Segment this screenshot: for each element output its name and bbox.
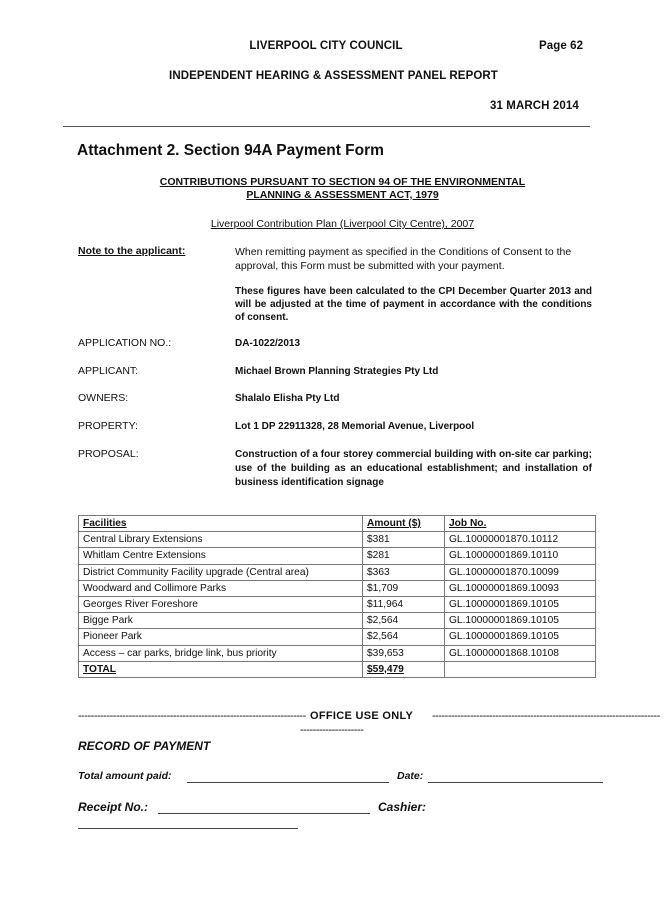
table-row [79,596,596,612]
facility-cell: Central Library Extensions [79,532,363,548]
note-bold-text: These figures have been calculated to the CPI December Quarter 2013 and will be adjusted at the time of payment in accordance with the conditions of consent. [235,286,592,323]
facility-cell: Whitlam Centre Extensions [79,548,363,564]
amount-cell: $1,709 [363,580,445,596]
record-of-payment-title: RECORD OF PAYMENT [78,739,211,753]
proposal-label: PROPOSAL: [78,448,139,460]
owners-label: OWNERS: [78,392,129,404]
amount-cell: $39,653 [363,645,445,661]
amount-cell: $381 [363,532,445,548]
table-row [79,564,596,580]
facilities-table [78,515,596,678]
date-label: Date: [397,770,424,782]
table-header-row [79,516,596,532]
job-no-cell: GL.10000001870.10099 [445,564,596,580]
table-row [79,613,596,629]
office-use-title: OFFICE USE ONLY [310,710,414,722]
table-row [79,629,596,645]
job-no-cell: GL.10000001868.10108 [445,645,596,661]
report-title: INDEPENDENT HEARING & ASSESSMENT PANEL REPORT [169,70,498,82]
page-number: Page 62 [539,40,584,52]
property-label: PROPERTY: [78,420,138,432]
job-no-cell: GL.10000001870.10112 [445,532,596,548]
attachment-title: Attachment 2. Section 94A Payment Form [77,142,384,159]
note-text: When remitting payment as specified in the Conditions of Consent to the approval, this Form must be submitted with your payment. [235,246,572,272]
amount-cell: $11,964 [363,596,445,612]
table-row [79,645,596,661]
job-no-cell: GL.10000001869.10110 [445,548,596,564]
contributions-heading [60,176,625,202]
applicant-label: APPLICANT: [78,365,139,377]
property-value: Lot 1 DP 22911328, 28 Memorial Avenue, Liverpool [235,421,475,432]
amount-cell: $2,564 [363,613,445,629]
council-name: LIVERPOOL CITY COUNCIL [249,40,403,52]
total-amount-paid-field[interactable] [187,782,389,783]
cashier-field[interactable] [78,828,298,829]
job-no-cell: GL.10000001869.10093 [445,580,596,596]
header-divider [63,126,590,127]
facility-cell: Access – car parks, bridge link, bus priority [79,645,363,661]
note-label: Note to the applicant: [78,245,186,257]
table-row [79,548,596,564]
office-divider-right: ------------------------------------------------------------------------ [432,710,660,722]
receipt-no-label: Receipt No.: [78,800,149,814]
plan-title: Liverpool Contribution Plan (Liverpool City Centre), 2007 [210,218,475,230]
total-label: TOTAL [79,661,363,677]
table-row [79,532,596,548]
contributions-heading-line2: PLANNING & ASSESSMENT ACT, 1979 [246,189,439,201]
total-job-no-cell [445,661,596,677]
table-row [79,580,596,596]
owners-value: Shalalo Elisha Pty Ltd [235,393,340,404]
facility-cell: District Community Facility upgrade (Central area) [79,564,363,580]
office-divider-under: -------------------- [300,724,364,736]
facilities-header: Facilities [79,516,363,532]
total-value: $59,479 [363,661,445,677]
applicant-value: Michael Brown Planning Strategies Pty Ltd [235,366,439,377]
total-amount-paid-label: Total amount paid: [78,770,172,782]
facility-cell: Woodward and Collimore Parks [79,580,363,596]
proposal-value: Construction of a four storey commercial building with on-site car parking; use of the building as an educational establishment; and installation of business identification signage [235,449,592,488]
date-field[interactable] [428,782,603,783]
amount-cell: $2,564 [363,629,445,645]
office-divider-left: ------------------------------------------------------------------------ [78,710,306,722]
facility-cell: Georges River Foreshore [79,596,363,612]
application-no-label: APPLICATION NO.: [78,337,172,349]
cashier-label: Cashier: [378,800,427,814]
report-date: 31 MARCH 2014 [490,100,579,112]
amount-cell: $363 [363,564,445,580]
total-row [79,661,596,677]
contributions-heading-line1: CONTRIBUTIONS PURSUANT TO SECTION 94 OF THE ENVIRONMENTAL [159,176,526,188]
amount-cell: $281 [363,548,445,564]
job-no-header: Job No. [445,516,596,532]
facility-cell: Pioneer Park [79,629,363,645]
receipt-no-field[interactable] [158,813,370,814]
job-no-cell: GL.10000001869.10105 [445,629,596,645]
application-no-value: DA-1022/2013 [235,338,301,349]
facility-cell: Bigge Park [79,613,363,629]
job-no-cell: GL.10000001869.10105 [445,596,596,612]
amount-header: Amount ($) [363,516,445,532]
job-no-cell: GL.10000001869.10105 [445,613,596,629]
